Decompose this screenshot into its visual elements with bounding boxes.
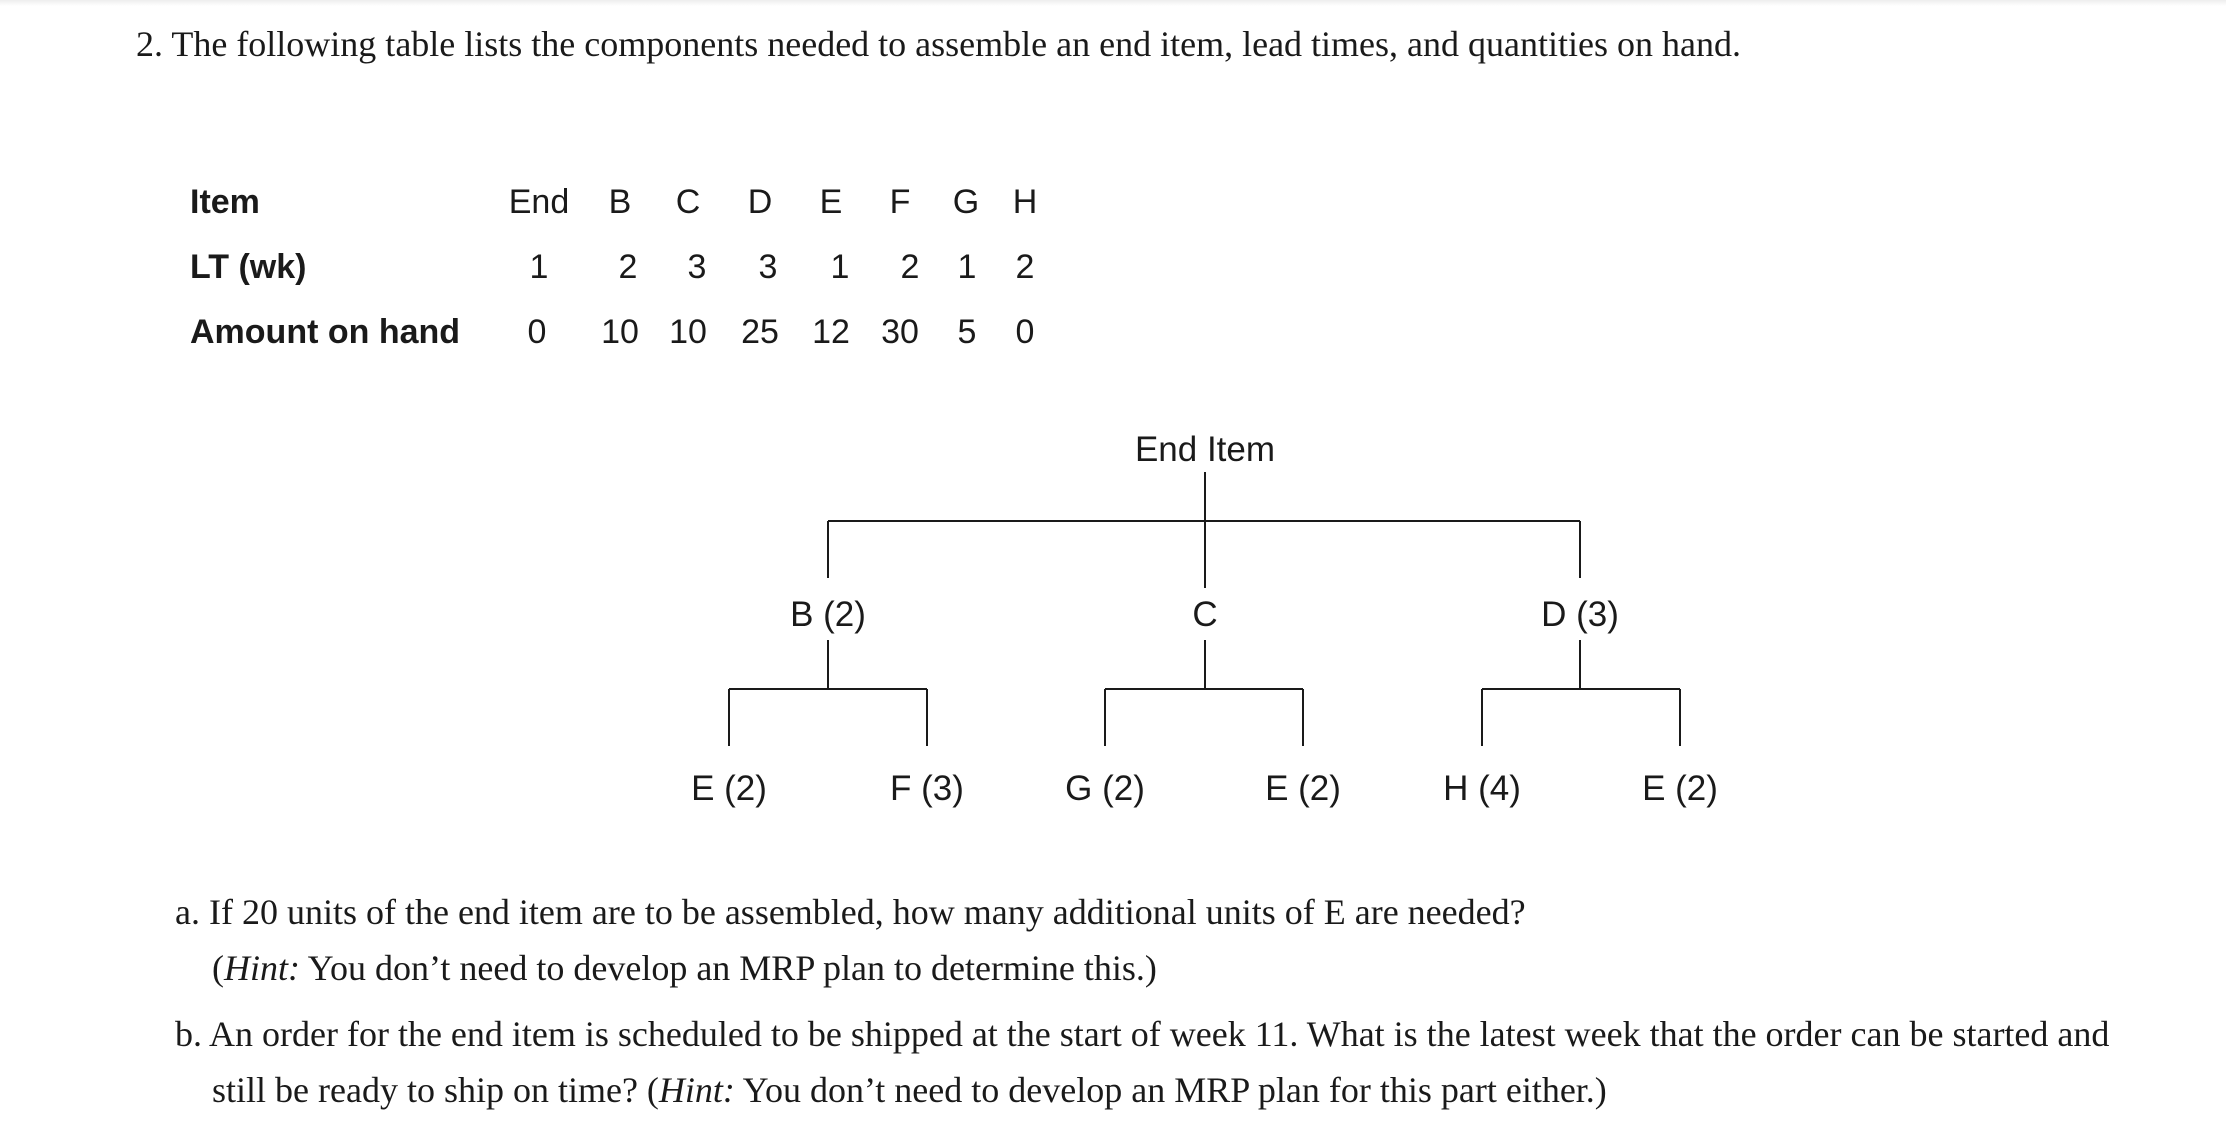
tree-node-g: G (2) — [1065, 769, 1145, 808]
table-cell: B — [608, 183, 632, 221]
question-part-b — [175, 1006, 2109, 1118]
table-cell: 10 — [601, 313, 639, 351]
part-a-hint-open: ( — [212, 948, 224, 988]
tree-node-f: F (3) — [890, 769, 964, 808]
table-cell: G — [952, 183, 980, 221]
table-cell: H — [1012, 183, 1038, 221]
row-label-amount-on-hand: Amount on hand — [190, 313, 461, 351]
tree-node-e-under-b: E (2) — [691, 769, 767, 808]
table-cell: 2 — [618, 248, 638, 286]
part-b-text: b. An order for the end item is scheduled to be shipped at the start of week 11. What is the latest week that the order can be started and — [175, 1014, 2110, 1054]
table-cell: 5 — [957, 313, 977, 351]
tree-root-label: End Item — [1134, 430, 1276, 469]
table-cell: 0 — [1015, 313, 1035, 351]
table-cell: 1 — [957, 248, 977, 286]
tree-node-e-under-d: E (2) — [1642, 769, 1718, 808]
table-cell: D — [747, 183, 773, 221]
tree-node-h: H (4) — [1443, 769, 1521, 808]
question-part-a — [175, 884, 1526, 996]
table-cell: 25 — [741, 313, 779, 351]
table-cell: 12 — [812, 313, 850, 351]
part-b-line2: still be ready to ship on time? ( — [212, 1070, 659, 1110]
table-cell: C — [675, 183, 701, 221]
table-cell: 0 — [527, 313, 547, 351]
part-a-hint-text: You don’t need to develop an MRP plan to determine this.) — [300, 948, 1157, 988]
table-cell: 3 — [758, 248, 778, 286]
part-a-hint-label: Hint: — [224, 948, 300, 988]
row-label-lead-time: LT (wk) — [190, 248, 307, 286]
table-cell: End — [508, 183, 570, 221]
table-cell: 1 — [830, 248, 850, 286]
part-b-hint-text: You don’t need to develop an MRP plan for this part either.) — [734, 1070, 1607, 1110]
tree-node-b: B (2) — [790, 595, 866, 634]
table-cell: 10 — [669, 313, 707, 351]
tree-node-e-under-c: E (2) — [1265, 769, 1341, 808]
tree-node-d: D (3) — [1541, 595, 1619, 634]
table-cell: F — [889, 183, 911, 221]
part-b-continuation — [175, 1062, 2109, 1118]
question-heading: 2. The following table lists the components needed to assemble an end item, lead times, and quantities on hand. — [136, 24, 1741, 64]
part-b-hint-label: Hint: — [658, 1070, 735, 1110]
table-cell: 1 — [529, 248, 549, 286]
table-cell: 30 — [881, 313, 919, 351]
table-cell: 2 — [1015, 248, 1035, 286]
part-a-hint — [175, 940, 1526, 996]
table-cell: 3 — [687, 248, 707, 286]
table-cell: E — [819, 183, 843, 221]
part-a-text: a. If 20 units of the end item are to be assembled, how many additional units of E are needed? — [175, 892, 1526, 932]
row-label-item: Item — [190, 183, 260, 221]
table-cell: 2 — [900, 248, 920, 286]
tree-node-c: C — [1192, 595, 1218, 634]
